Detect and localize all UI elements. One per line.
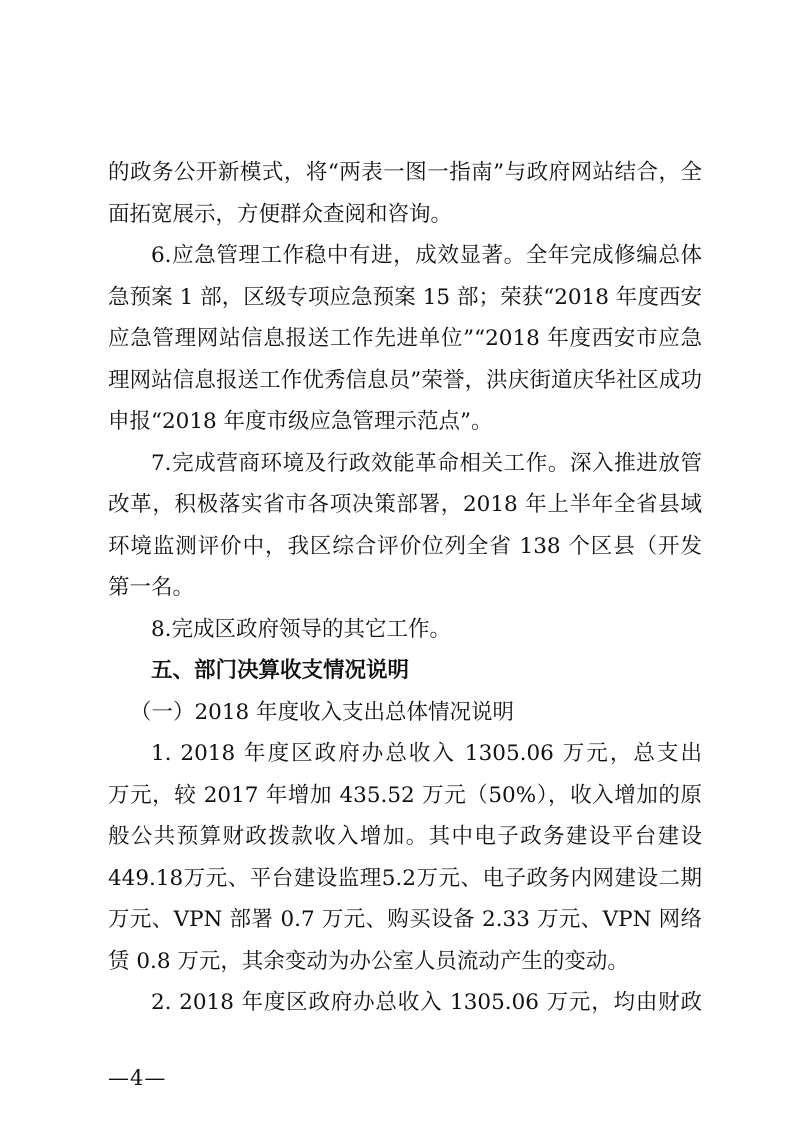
text-line: （一）2018 年度收入支出总体情况说明 — [130, 699, 515, 725]
text-line: 应急管理网站信息报送工作先进单位”“2018 年度西安市应急 — [108, 326, 702, 351]
text-line: 7.完成营商环境及行政效能革命相关工作。深入推进放管 — [151, 450, 702, 476]
page-number: —4— — [108, 1066, 167, 1090]
text-line: 般公共预算财政拨款收入增加。其中电子政务建设平台建设 — [108, 824, 702, 849]
text-line: 6.应急管理工作稳中有进，成效显著。全年完成修编总体 — [151, 243, 702, 268]
section-heading: 五、部门决算收支情况说明 — [151, 658, 410, 683]
text-line: 急预案 1 部，区级专项应急预案 15 部；荣获“2018 年度西安 — [108, 284, 702, 310]
text-line: 2. 2018 年度区政府办总收入 1305.06 万元，均由财政 — [151, 990, 702, 1015]
text-line: 面拓宽展示，方便群众查阅和咨询。 — [108, 201, 453, 227]
text-line: 赁 0.8 万元，其余变动为办公室人员流动产生的变动。 — [108, 948, 629, 974]
text-line: 万元、VPN 部署 0.7 万元、购买设备 2.33 万元、VPN 网络 — [108, 907, 702, 932]
text-line: 理网站信息报送工作优秀信息员”荣誉，洪庆街道庆华社区成功 — [108, 367, 702, 393]
text-line: 万元，较 2017 年增加 435.52 万元（50%），收入增加的原 — [108, 782, 702, 808]
text-line: 申报“2018 年度市级应急管理示范点”。 — [108, 409, 493, 434]
text-line: 的政务公开新模式，将“两表一图一指南”与政府网站结合，全 — [108, 160, 702, 185]
text-line: 改革，积极落实省市各项决策部署，2018 年上半年全省县域 — [108, 492, 702, 517]
text-line: 第一名。 — [108, 575, 195, 600]
document-body — [108, 152, 702, 1024]
text-line: 449.18万元、平台建设监理5.2万元、电子政务内网建设二期 — [108, 865, 702, 891]
text-line: 1. 2018 年度区政府办总收入 1305.06 万元，总支出 — [151, 741, 702, 766]
text-line: 8.完成区政府领导的其它工作。 — [151, 616, 452, 642]
text-line: 环境监测评价中，我区综合评价位列全省 138 个区县（开发 — [108, 533, 702, 559]
